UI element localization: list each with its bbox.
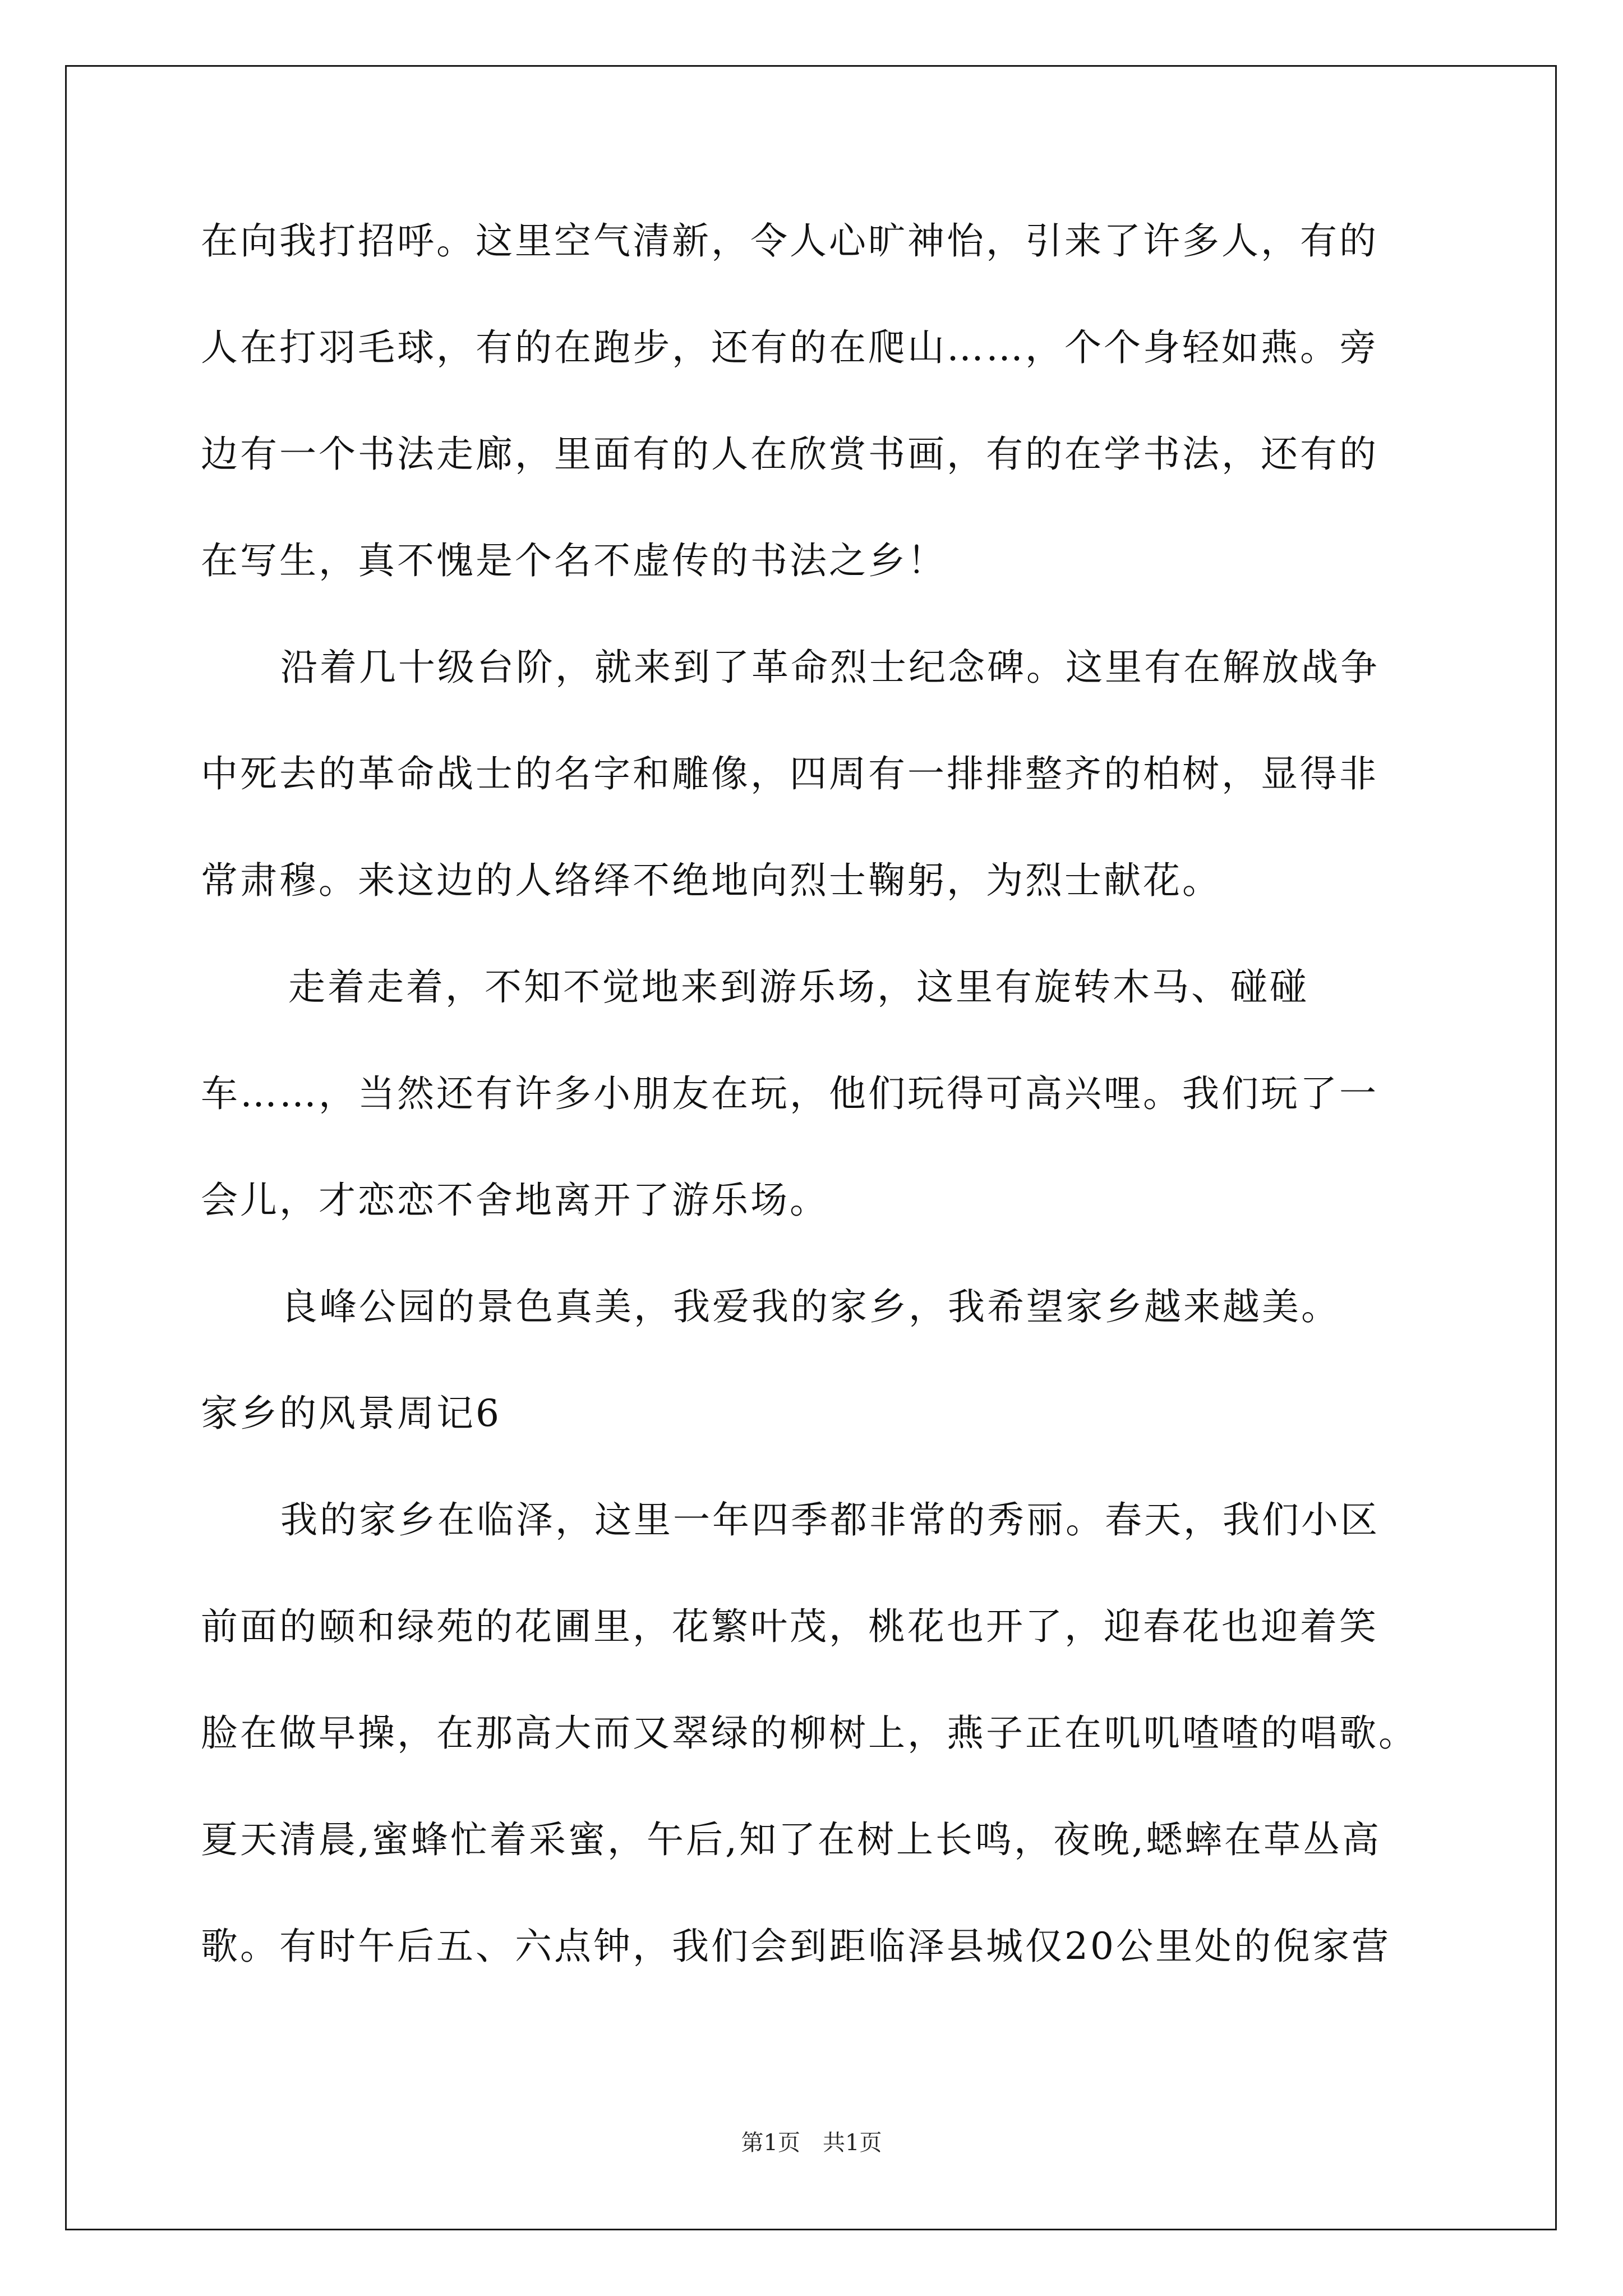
text-line: 前面的颐和绿苑的花圃里，花繁叶茂，桃花也开了，迎春花也迎着笑: [201, 1605, 1378, 1648]
page-number-footer: 第1页 共1页: [741, 2130, 882, 2156]
text-line: 会儿，才恋恋不舍地离开了游乐场。: [201, 1179, 829, 1222]
section-heading: 家乡的风景周记6: [201, 1392, 501, 1435]
text-line: 在向我打招呼。这里空气清新，令人心旷神怡，引来了许多人，有的: [201, 219, 1378, 263]
text-line: 在写生，真不愧是个名不虚传的书法之乡！: [201, 539, 947, 582]
text-line: 常肃穆。来这边的人络绎不绝地向烈士鞠躬，为烈士献花。: [201, 859, 1221, 902]
text-line: 车……，当然还有许多小朋友在玩，他们玩得可高兴哩。我们玩了一: [201, 1072, 1378, 1115]
paragraph-start-line: 沿着几十级台阶，就来到了革命烈士纪念碑。这里有在解放战争: [280, 646, 1380, 689]
paragraph-start-line: 良峰公园的景色真美，我爱我的家乡，我希望家乡越来越美。: [280, 1285, 1340, 1328]
page-border: [65, 65, 1557, 2230]
text-line: 边有一个书法走廊，里面有的人在欣赏书画，有的在学书法，还有的: [201, 432, 1378, 476]
text-line: 脸在做早操，在那高大而又翠绿的柳树上，燕子正在叽叽喳喳的唱歌。: [201, 1711, 1418, 1755]
text-line: 歌。有时午后五、六点钟，我们会到距临泽县城仅20公里处的倪家营: [201, 1925, 1391, 1968]
paragraph-start-line: 我的家乡在临泽，这里一年四季都非常的秀丽。春天，我们小区: [280, 1498, 1380, 1542]
text-line: 中死去的革命战士的名字和雕像，四周有一排排整齐的柏树，显得非: [201, 752, 1378, 795]
text-line: 人在打羽毛球，有的在跑步，还有的在爬山……，个个身轻如燕。旁: [201, 326, 1378, 369]
text-line: 夏天清晨,蜜蜂忙着采蜜，午后,知了在树上长鸣，夜晚,蟋蟀在草丛高: [201, 1818, 1381, 1861]
paragraph-start-line: 走着走着，不知不觉地来到游乐场，这里有旋转木马、碰碰: [288, 965, 1309, 1009]
